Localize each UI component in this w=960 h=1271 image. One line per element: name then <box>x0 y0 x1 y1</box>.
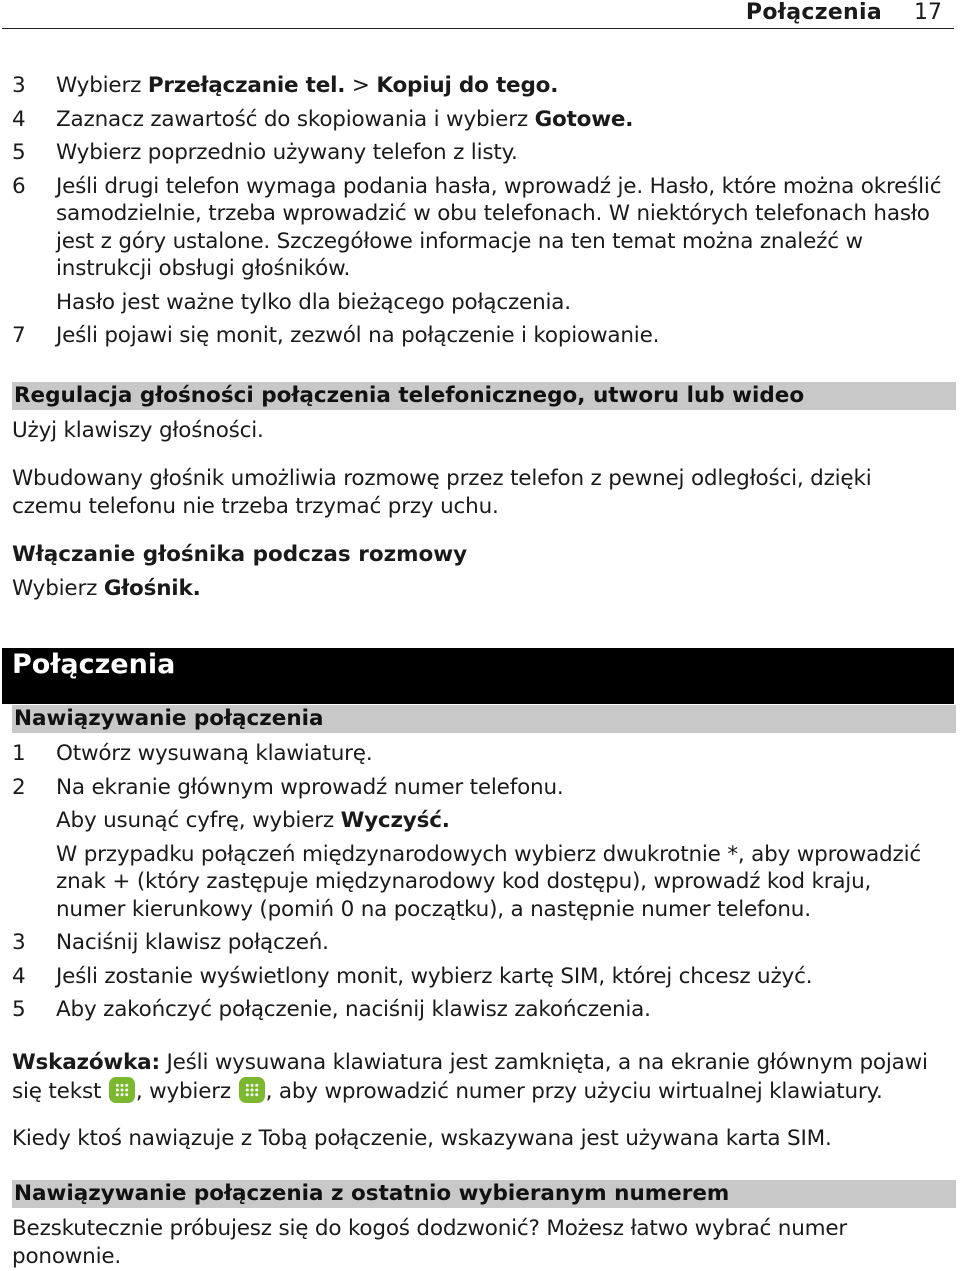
section-heading-volume: Regulacja głośności połączenia telefonicznego, utworu lub wideo <box>12 382 956 410</box>
volume-text: Użyj klawiszy głośności. <box>12 418 264 443</box>
header-title: Połączenia <box>745 0 882 25</box>
list-item: 4 Jeśli zostanie wyświetlony monit, wybierz kartę SIM, której chcesz użyć. <box>12 963 813 989</box>
list-item: 6 Jeśli drugi telefon wymaga podania hasła, wprowadź je. Hasło, które można określić samodzielnie, trzeba wprowadzić w obu telefonach. W niektórych telefonach hasło jest z góry ustalone. Szczegółowe informacje na ten temat można znaleźć w instrukcji obsługi głośników. <box>12 173 942 281</box>
section-heading-call: Nawiązywanie połączenia <box>12 705 956 733</box>
chapter-title: Połączenia <box>12 649 176 680</box>
tip-paragraph: Wskazówka: Jeśli wysuwana klawiatura jest zamknięta, a na ekranie głównym pojawi się tekst , wybierz , aby wprowadzić numer przy użyciu wirtualnej klawiatury. <box>12 1050 928 1104</box>
ui-term: Głośnik. <box>103 576 201 601</box>
keypad-icon <box>239 1077 265 1103</box>
redial-text: Bezskutecznie próbujesz się do kogoś dodzwonić? Możesz łatwo wybrać numer ponownie. <box>12 1216 848 1269</box>
sim-paragraph: Kiedy ktoś nawiązuje z Tobą połączenie, wskazywana jest używana karta SIM. <box>12 1126 832 1151</box>
list-item: 5 Aby zakończyć połączenie, naciśnij klawisz zakończenia. <box>12 997 651 1022</box>
list-item: 1 Otwórz wysuwaną klawiaturę. <box>12 741 373 766</box>
list-item: 2 Na ekranie głównym wprowadź numer telefonu. <box>12 774 564 800</box>
ui-term: Kopiuj do tego. <box>376 73 559 98</box>
page-header <box>2 0 954 29</box>
page-number: 17 <box>914 0 942 25</box>
list-item: 3 Wybierz Przełączanie tel. > Kopiuj do tego. <box>12 73 559 98</box>
ui-term: Wyczyść. <box>340 808 450 833</box>
list-item: 5 Wybierz poprzednio używany telefon z listy. <box>12 140 518 165</box>
list-item: 4 Zaznacz zawartość do skopiowania i wybierz Gotowe. <box>12 106 634 132</box>
speaker-heading: Włączanie głośnika podczas rozmowy <box>12 542 468 567</box>
section-heading-redial: Nawiązywanie połączenia z ostatnio wybieranym numerem <box>12 1180 956 1208</box>
list-item: 7 Jeśli pojawi się monit, zezwól na połączenie i kopiowanie. <box>12 323 660 348</box>
tip-label: Wskazówka: <box>12 1050 160 1075</box>
steps-list-top <box>12 72 947 350</box>
list-item-note: Aby usunąć cyfrę, wybierz Wyczyść. <box>56 808 450 833</box>
steps-list-call <box>12 740 947 1024</box>
speaker-paragraph: Wbudowany głośnik umożliwia rozmowę przez telefon z pewnej odległości, dzięki czemu telefonu nie trzeba trzymać przy uchu. <box>12 466 872 519</box>
list-item-note: W przypadku połączeń międzynarodowych wybierz dwukrotnie *, aby wprowadzić znak + (który zastępuje międzynarodowy kod dostępu), wprowadź kod kraju, numer kierunkowy (pomiń 0 na początku), a następnie numer telefonu. <box>56 841 921 922</box>
ui-term: Przełączanie tel. <box>147 73 346 98</box>
list-item-note: Hasło jest ważne tylko dla bieżącego połączenia. <box>56 289 571 315</box>
keypad-icon <box>109 1077 135 1103</box>
list-item: 3 Naciśnij klawisz połączeń. <box>12 930 329 955</box>
ui-term: Gotowe. <box>534 106 634 132</box>
chapter-banner <box>2 648 954 704</box>
speaker-instruction: Wybierz Głośnik. <box>12 576 201 601</box>
